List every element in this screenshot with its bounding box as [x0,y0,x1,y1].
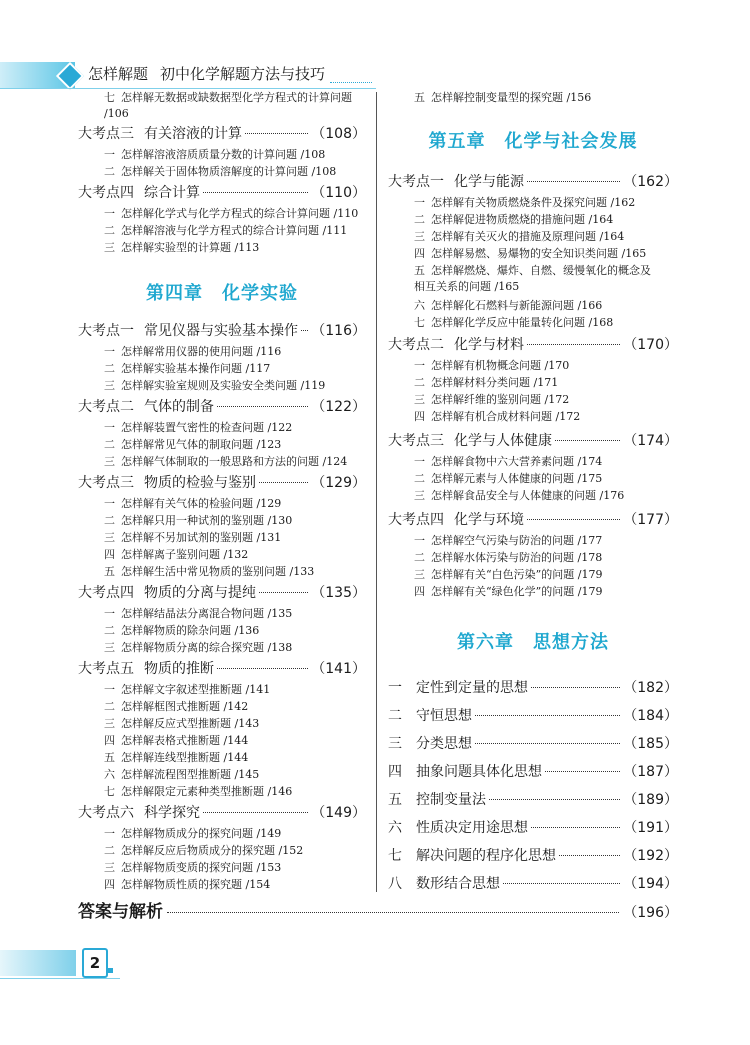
toc-item[interactable]: 七 怎样解限定元素种类型推断题 /146 [104,785,293,798]
footer-square-icon [108,968,113,973]
toc-item[interactable]: 三 怎样解实验室规则及实验安全类问题 /119 [104,379,326,392]
toc-item[interactable]: 二 怎样解实验基本操作问题 /117 [104,362,271,375]
toc-item[interactable]: 一 怎样解溶液溶质质量分数的计算问题 /108 [104,148,326,161]
toc-item[interactable]: 二 怎样解溶液与化学方程式的综合计算问题 /111 [104,224,348,237]
toc-item[interactable]: 七 怎样解化学反应中能量转化问题 /168 [414,316,614,329]
header-line [0,88,376,89]
section-heading[interactable]: 大考点三 化学与人体健康 （174） [388,433,678,449]
toc-item[interactable]: 五 怎样解连线型推断题 /144 [104,751,249,764]
toc-item[interactable]: 二 怎样解物质的除杂问题 /136 [104,624,260,637]
toc-item[interactable]: 一 怎样解化学式与化学方程式的综合计算问题 /110 [104,207,359,220]
method-entry[interactable]: 六 性质决定用途思想 （191） [388,820,678,836]
toc-item[interactable]: 三 怎样解实验型的计算题 /113 [104,241,260,254]
toc-item[interactable]: 四 怎样解物质性质的探究题 /154 [104,878,271,891]
toc-item[interactable]: 二 怎样解关于固体物质溶解度的计算问题 /108 [104,165,337,178]
toc-item[interactable]: 四 怎样解有关“绿色化学”的问题 /179 [414,585,603,598]
answer-entry[interactable] [78,897,678,922]
toc-item[interactable]: 四 怎样解易燃、易爆物的安全知识类问题 /165 [414,247,647,260]
toc-item[interactable]: 三 怎样解物质分离的综合探究题 /138 [104,641,293,654]
toc-item[interactable]: 五 怎样解生活中常见物质的鉴别问题 /133 [104,565,315,578]
toc-item[interactable]: 一 怎样解有关物质燃烧条件及探究问题 /162 [414,196,636,209]
section-heading[interactable]: 大考点五 物质的推断 （141） [78,661,366,677]
section-heading[interactable]: 大考点一 常见仪器与实验基本操作 （116） [78,323,366,339]
toc-item[interactable]: 一 怎样解有关气体的检验问题 /129 [104,497,282,510]
toc-item[interactable]: 四 怎样解离子鉴别问题 /132 [104,548,249,561]
toc-item[interactable]: 一 怎样解物质成分的探究问题 /149 [104,827,282,840]
toc-item[interactable]: 一 怎样解空气污染与防治的问题 /177 [414,534,603,547]
toc-item[interactable]: 二 怎样解水体污染与防治的问题 /178 [414,551,603,564]
toc-item[interactable]: 三 怎样解纤维的鉴别问题 /172 [414,393,570,406]
toc-item[interactable]: 三 怎样解气体制取的一般思路和方法的问题 /124 [104,455,348,468]
method-entry[interactable]: 一 定性到定量的思想 （182） [388,680,678,696]
method-entry[interactable]: 四 抽象问题具体化思想 （187） [388,764,678,780]
toc-item[interactable]: 四 怎样解表格式推断题 /144 [104,734,249,747]
toc-item[interactable]: 二 怎样解反应后物质成分的探究题 /152 [104,844,304,857]
section-heading[interactable]: 大考点二 化学与材料 （170） [388,337,678,353]
toc-item[interactable]: 七 怎样解无数据或缺数据型化学方程式的计算问题 /106 [104,91,352,120]
section-heading[interactable]: 大考点二 气体的制备 （122） [78,399,366,415]
section-heading[interactable]: 大考点四 综合计算 （110） [78,185,366,201]
answer-title: 答案与解析 [78,902,163,922]
toc-item[interactable]: 六 怎样解流程图型推断题 /145 [104,768,260,781]
leader-dots [167,912,619,913]
toc-item[interactable]: 三 怎样解不另加试剂的鉴别题 /131 [104,531,282,544]
toc-item[interactable]: 一 怎样解有机物概念问题 /170 [414,359,570,372]
page-number: 2 [82,948,108,978]
toc-item[interactable]: 一 怎样解结晶法分离混合物问题 /135 [104,607,293,620]
toc-item[interactable]: 一 怎样解常用仪器的使用问题 /116 [104,345,282,358]
method-entry[interactable]: 三 分类思想 （185） [388,736,678,752]
section-heading[interactable]: 大考点三 物质的检验与鉴别 （129） [78,475,366,491]
toc-item[interactable]: 二 怎样解常见气体的制取问题 /123 [104,438,282,451]
section-heading[interactable]: 大考点四 物质的分离与提纯 （135） [78,585,366,601]
toc-item[interactable]: 二 怎样解只用一种试剂的鉴别题 /130 [104,514,293,527]
book-title: 怎样解题 [88,65,149,83]
section-heading[interactable]: 大考点六 科学探究 （149） [78,805,366,821]
toc-item[interactable]: 三 怎样解有关灭火的措施及原理问题 /164 [414,230,625,243]
toc-item[interactable]: 四 怎样解有机合成材料问题 /172 [414,410,581,423]
method-entry[interactable]: 二 守恒思想 （184） [388,708,678,724]
column-divider [376,92,377,892]
chapter-title[interactable]: 第六章 思想方法 [457,632,609,653]
toc-item[interactable]: 五 怎样解燃烧、爆炸、自燃、缓慢氧化的概念及相互关系的问题 /165 [414,264,651,293]
toc-item[interactable]: 三 怎样解物质变质的探究问题 /153 [104,861,282,874]
toc-item[interactable]: 一 怎样解装置气密性的检查问题 /122 [104,421,293,434]
toc-item[interactable]: 一 怎样解食物中六大营养素问题 /174 [414,455,603,468]
method-entry[interactable]: 五 控制变量法 （189） [388,792,678,808]
toc-item[interactable]: 三 怎样解反应式型推断题 /143 [104,717,260,730]
section-heading[interactable]: 大考点四 化学与环境 （177） [388,512,678,528]
header-dotted-rule [330,82,372,83]
running-header [88,63,325,84]
method-entry[interactable]: 七 解决问题的程序化思想 （192） [388,848,678,864]
toc-item[interactable]: 三 怎样解有关“白色污染”的问题 /179 [414,568,603,581]
method-entry[interactable]: 八 数形结合思想 （194） [388,876,678,892]
toc-item[interactable]: 五 怎样解控制变量型的探究题 /156 [414,91,592,104]
chapter-title[interactable]: 第四章 化学实验 [146,283,298,304]
toc-item[interactable]: 六 怎样解化石燃料与新能源问题 /166 [414,299,603,312]
section-heading[interactable]: 大考点三 有关溶液的计算 （108） [78,126,366,142]
answer-page: （196） [623,905,678,921]
toc-item[interactable]: 二 怎样解材料分类问题 /171 [414,376,559,389]
toc-item[interactable]: 二 怎样解框图式推断题 /142 [104,700,249,713]
section-heading[interactable]: 大考点一 化学与能源 （162） [388,174,678,190]
toc-item[interactable]: 二 怎样解促进物质燃烧的措施问题 /164 [414,213,614,226]
toc-item[interactable]: 三 怎样解食品安全与人体健康的问题 /176 [414,489,625,502]
chapter-title[interactable]: 第五章 化学与社会发展 [428,131,638,152]
footer-line [0,978,120,979]
toc-item[interactable]: 二 怎样解元素与人体健康的问题 /175 [414,472,603,485]
toc-item[interactable]: 一 怎样解文字叙述型推断题 /141 [104,683,271,696]
footer-band [0,950,76,976]
book-subtitle: 初中化学解题方法与技巧 [160,65,326,83]
